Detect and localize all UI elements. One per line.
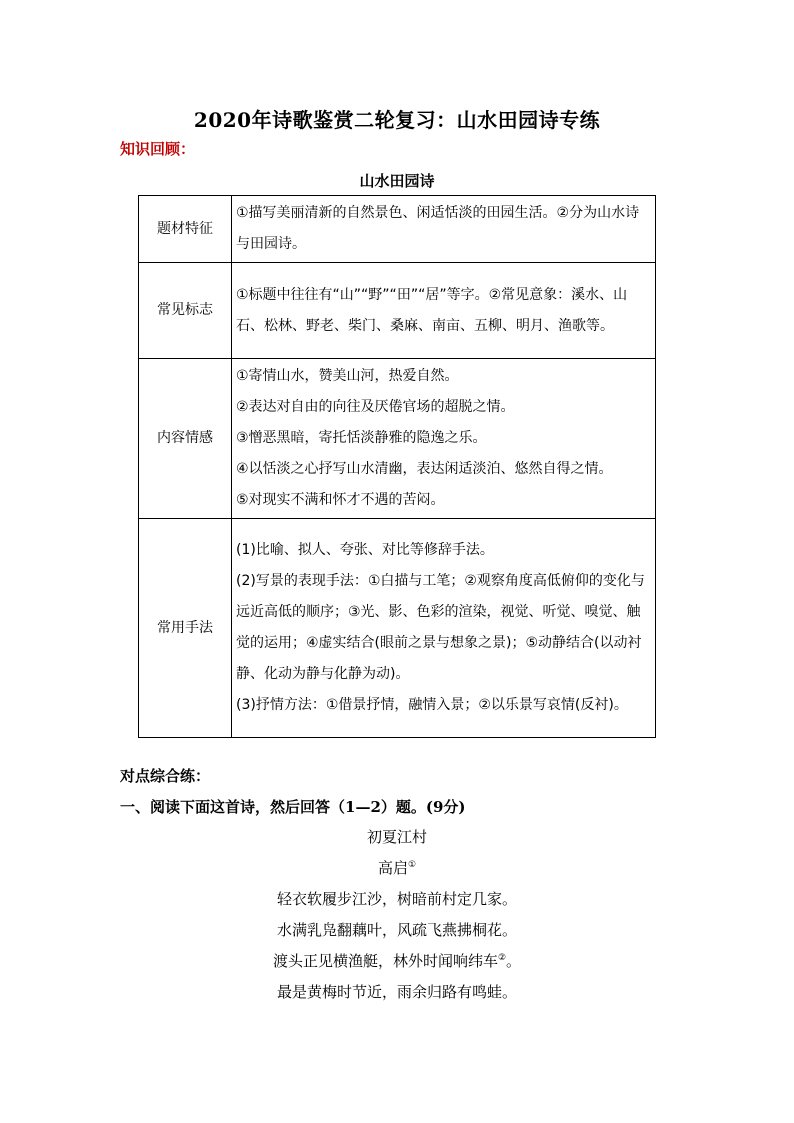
row-content [232,263,656,359]
poem-author-line [0,853,794,884]
poem-line: 轻衣软履步江沙，树暗前村定几家。 [276,890,517,908]
table-row [139,263,656,359]
content-line: ③憎恶黑暗，寄托恬淡静雅的隐逸之乐。 [236,430,487,446]
table-row [139,519,656,738]
row-label: 题材特征 [139,196,232,263]
table-row [139,359,656,519]
poem-line-text: 渡头正见横渔艇，林外时闻响纬车 [272,952,498,970]
content-line: ②表达对自由的向往及厌倦官场的超脱之情。 [236,399,515,415]
footnote-marker: ② [497,953,507,963]
poem-line [0,946,794,977]
content-line: ⑤对现实不满和怀才不遇的苦闷。 [236,492,445,508]
content-line: ①寄情山水，赞美山河，热爱自然。 [236,368,459,384]
table-caption: 山水田园诗 [359,172,435,190]
poem-line: 最是黄梅时节近，雨余归路有鸣蛙。 [276,983,517,1001]
content-line: ①描写美丽清新的自然景色、闲适恬淡的田园生活。②分为山水诗与田园诗。 [236,205,640,252]
poem-title: 初夏江村 [366,828,427,846]
content-line: (1)比喻、拟人、夸张、对比等修辞手法。 [236,542,494,558]
table-row [139,196,656,263]
poem [0,822,794,1008]
row-content [232,196,656,263]
poem-author: 高启 [377,859,408,877]
question-heading: 一、阅读下面这首诗，然后回答（1—2）题。(9分) [120,798,466,816]
content-line: (3)抒情方法：①借景抒情，融情入景；②以乐景写哀情(反衬)。 [236,697,628,713]
knowledge-heading: 知识回顾： [120,140,196,158]
page-title: 2020年诗歌鉴赏二轮复习：山水田园诗专练 [193,108,601,132]
poem-line-end: 。 [506,952,522,970]
row-content [232,359,656,519]
content-line: ①标题中往往有“山”“野”“田”“居”等字。②常见意象：溪水、山石、松林、野老、柴门、桑麻、南亩、五柳、明月、渔歌等。 [236,286,628,334]
footnote-marker: ① [407,860,417,870]
content-line: (2)写景的表现手法：①白描与工笔；②观察角度高低俯仰的变化与远近高低的顺序；③光、影、色彩的渲染，视觉、听觉、嗅觉、触觉的运用；④虚实结合(眼前之景与想象之景)；⑤动静结合(以动衬静、化动为静与化静为动)。 [236,573,645,682]
row-label: 常见标志 [139,263,232,359]
row-label: 常用手法 [139,519,232,738]
row-label: 内容情感 [139,359,232,519]
content-line: ④以恬淡之心抒写山水清幽，表达闲适淡泊、悠然自得之情。 [236,461,613,477]
poem-line: 水满乳凫翻藕叶，风疏飞燕拂桐花。 [276,921,517,939]
review-table [138,195,656,738]
row-content [232,519,656,738]
practice-heading: 对点综合练： [120,767,211,785]
